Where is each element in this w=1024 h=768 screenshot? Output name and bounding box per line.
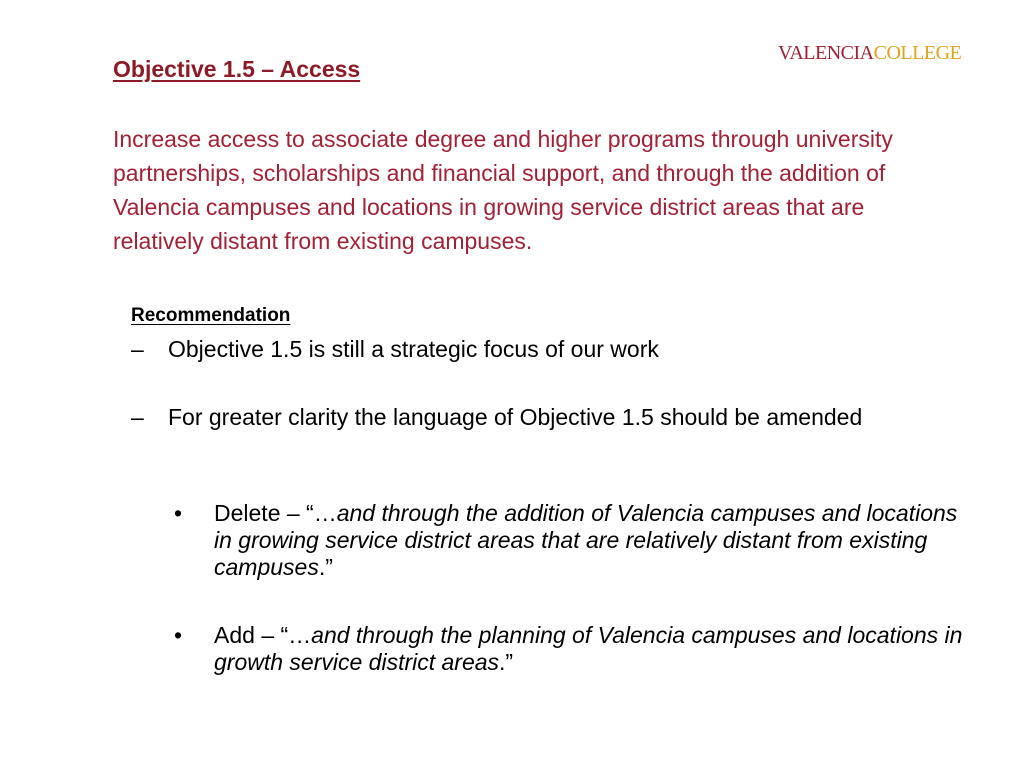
delete-suffix: .” <box>318 554 333 580</box>
slide-title: Objective 1.5 – Access <box>113 56 361 82</box>
recommendation-item-2 <box>131 403 921 431</box>
bullet-marker: • <box>174 500 183 526</box>
recommendation-item-text: Objective 1.5 is still a strategic focus of our work <box>168 336 659 362</box>
delete-bullet <box>174 500 974 581</box>
recommendation-heading: Recommendation <box>131 305 291 326</box>
add-quote: and through the planning of Valencia campuses and locations in growth service district areas <box>214 622 963 675</box>
dash-marker: – <box>131 336 144 362</box>
delete-bullet-text <box>214 500 974 581</box>
bullet-marker: • <box>174 622 183 648</box>
add-bullet <box>174 622 974 676</box>
add-bullet-text <box>214 622 974 676</box>
add-suffix: .” <box>499 649 514 675</box>
objective-description: Increase access to associate degree and higher programs through university partnerships, scholarships and financial support, and through the addition of Valencia campuses and locations in growing service district areas that are relatively distant from existing campuses. <box>113 126 893 254</box>
recommendation-item-text: For greater clarity the language of Objective 1.5 should be amended <box>168 404 863 430</box>
add-prefix: Add – “… <box>214 622 312 648</box>
delete-prefix: Delete – “… <box>214 500 337 526</box>
dash-marker: – <box>131 404 144 430</box>
logo-college: COLLEGE <box>873 42 962 64</box>
delete-quote: and through the addition of Valencia campuses and locations in growing service district areas that are relatively distant from existing campuses <box>214 500 958 580</box>
valencia-college-logo <box>778 42 961 65</box>
logo-valencia: VALENCIA <box>778 42 874 64</box>
recommendation-item-1 <box>131 335 931 363</box>
